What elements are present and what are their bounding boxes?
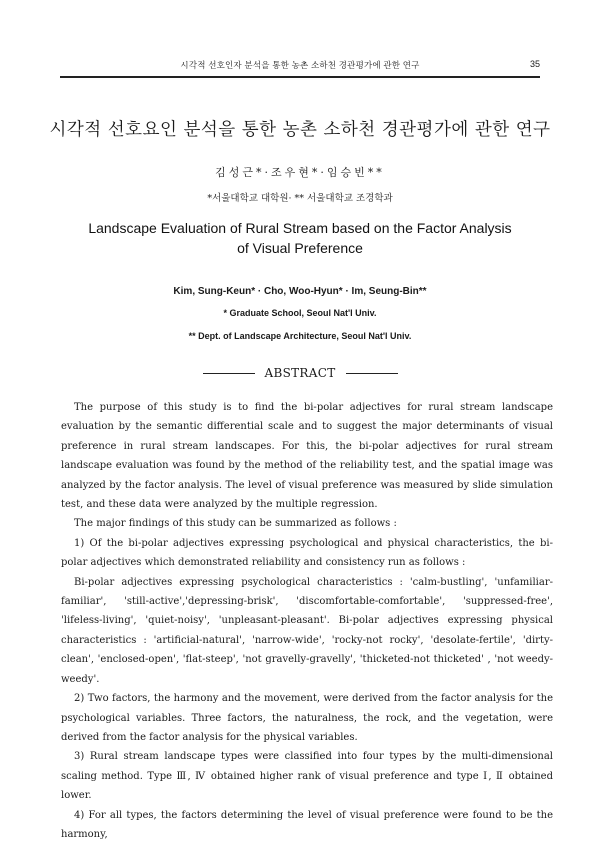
paper-title-korean: 시각적 선호요인 분석을 통한 농촌 소하천 경관평가에 관한 연구 (49, 120, 551, 140)
affiliation-korean: *서울대학교 대학원· ** 서울대학교 조경학과 (207, 193, 393, 204)
heading-rule-right (346, 373, 398, 374)
authors-korean: 김성근*·조우현*·임승빈** (215, 166, 385, 179)
title-english-line-2: of Visual Preference (237, 240, 363, 256)
abstract-label: ABSTRACT (264, 366, 336, 380)
affiliation-english-1: * Graduate School, Seoul Nat'l Univ. (223, 308, 377, 318)
abstract-paragraph: 2) Two factors, the harmony and the movement, were derived from the factor analysis for the psychological variables. Three factors, the naturalness, the rock, and the vegetation, were derived from the factor analysis for the physical variables. (61, 693, 553, 743)
affiliation-english-2: ** Dept. of Landscape Architecture, Seoul Nat'l Univ. (188, 331, 412, 341)
authors-english: Kim, Sung-Keun* · Cho, Woo-Hyun* · Im, Seung-Bin** (173, 286, 427, 297)
running-title: 시각적 선호인자 분석을 통한 농촌 소하천 경관평가에 관한 연구 (180, 60, 420, 70)
paper-title-english (0, 218, 600, 258)
abstract-paragraph: Bi-polar adjectives expressing psychological characteristics : 'calm-bustling', 'unfamiliar-familiar', 'still-active','depressing-brisk', 'discomfortable-comfortable', 'suppressed-free', 'lifeless-living', 'quiet-noisy', 'unpleasant-pleasant'. Bi-polar adjectives expressing physical characteristics : 'artificial-natural', 'narrow-wide', 'rocky-not rocky', 'desolate-fertile', 'dirty-clean', 'enclosed-open', 'flat-steep', 'not gravelly-gravelly', 'thicketed-not thicketed' , 'not weedy-weedy'. (61, 576, 553, 685)
abstract-paragraph: The major findings of this study can be summarized as follows : (74, 518, 397, 530)
abstract-body (61, 398, 553, 844)
abstract-paragraph: 3) Rural stream landscape types were classified into four types by the multi-dimensional scaling method. Type Ⅲ, Ⅳ obtained higher rank of visual preference and type Ⅰ, Ⅱ obtained lower. (61, 751, 553, 802)
abstract-paragraph: 4) For all types, the factors determining the level of visual preference were found to be the harmony, (61, 809, 553, 840)
abstract-paragraph: 1) Of the bi-polar adjectives expressing psychological and physical characteristics, the bi-polar adjectives which demonstrated reliability and consistency run as follows : (61, 537, 553, 569)
heading-rule-left (203, 373, 255, 374)
page-number: 35 (529, 59, 540, 69)
abstract-heading (0, 366, 600, 380)
abstract-paragraph: The purpose of this study is to find the bi-polar adjectives for rural stream landscape evaluation by the semantic differential scale and to suggest the major determinants of visual preference in rural stream landscapes. For this, the bi-polar adjectives for rural stream landscape evaluation was found by the method of the reliability test, and the spatial image was analyzed by the factor analysis. The level of visual preference was measured by slide simulation test, and these data were analyzed by the multiple regression. (61, 402, 553, 511)
running-header (60, 50, 540, 78)
title-english-line-1: Landscape Evaluation of Rural Stream based on the Factor Analysis (88, 220, 512, 236)
